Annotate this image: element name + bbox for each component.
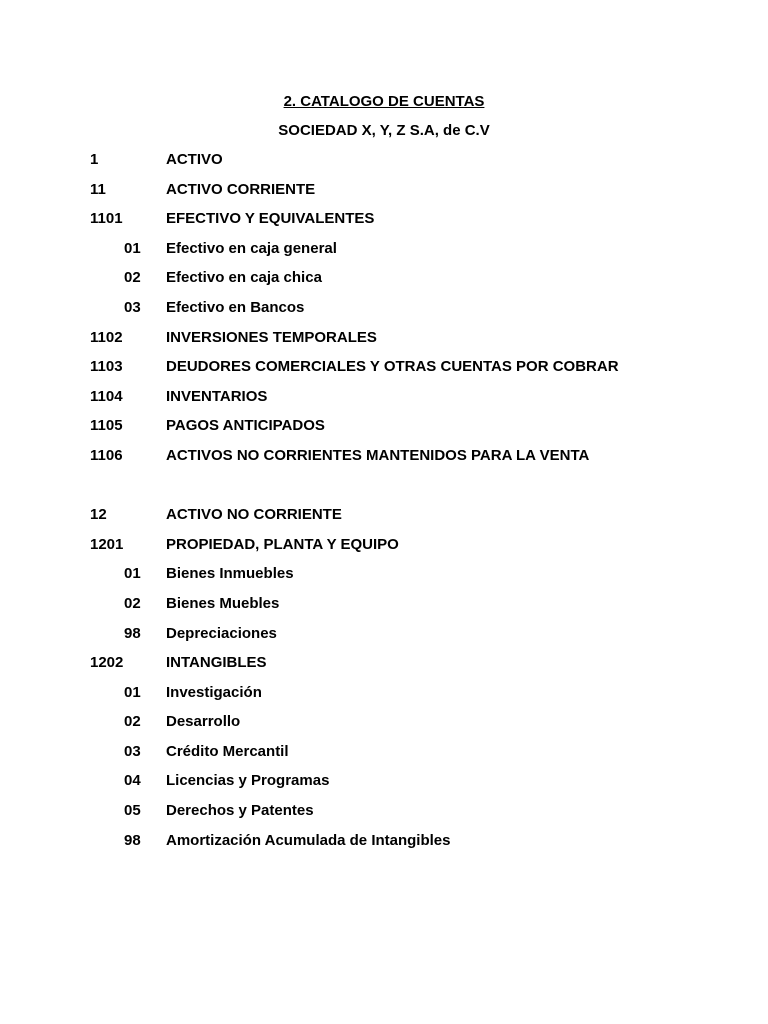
subaccount-code: 01 <box>124 565 141 583</box>
account-row <box>0 329 768 359</box>
subaccount-code: 03 <box>124 298 141 316</box>
account-code: 1101 <box>90 210 123 228</box>
account-row <box>0 447 768 477</box>
account-row <box>0 388 768 418</box>
subaccount-name: Licencias y Programas <box>166 772 330 790</box>
account-code: 1105 <box>90 417 123 435</box>
subaccount-code: 01 <box>124 239 141 257</box>
account-name: EFECTIVO Y EQUIVALENTES <box>166 210 375 228</box>
account-row <box>0 181 768 211</box>
account-list <box>0 151 768 861</box>
account-name: DEUDORES COMERCIALES Y OTRAS CUENTAS POR COBRAR <box>166 358 619 376</box>
account-name: ACTIVOS NO CORRIENTES MANTENIDOS PARA LA VENTA <box>166 446 590 464</box>
subaccount-row <box>0 832 768 862</box>
account-row <box>0 210 768 240</box>
subaccount-row <box>0 684 768 714</box>
account-name: INTANGIBLES <box>166 654 267 672</box>
subaccount-code: 02 <box>124 594 141 612</box>
account-row <box>0 536 768 566</box>
document-title: 2. CATALOGO DE CUENTAS <box>283 93 485 110</box>
document-subtitle: SOCIEDAD X, Y, Z S.A, de C.V <box>278 122 490 139</box>
account-code: 12 <box>90 506 107 524</box>
subaccount-code: 05 <box>124 802 141 820</box>
subaccount-row <box>0 565 768 595</box>
subaccount-code: 02 <box>124 713 141 731</box>
subaccount-name: Depreciaciones <box>166 624 277 642</box>
subaccount-name: Investigación <box>166 683 262 701</box>
subaccount-name: Crédito Mercantil <box>166 742 289 760</box>
subaccount-code: 98 <box>124 624 141 642</box>
account-code: 1103 <box>90 358 123 376</box>
account-code: 1102 <box>90 328 123 346</box>
account-name: ACTIVO <box>166 151 223 168</box>
subaccount-code: 04 <box>124 772 141 790</box>
account-code: 1 <box>90 151 99 168</box>
subaccount-name: Efectivo en caja chica <box>166 269 322 287</box>
account-code: 1104 <box>90 387 123 405</box>
account-code: 1106 <box>90 446 123 464</box>
account-row <box>0 654 768 684</box>
subaccount-name: Bienes Muebles <box>166 594 280 612</box>
subaccount-row <box>0 269 768 299</box>
subaccount-row <box>0 743 768 773</box>
subaccount-code: 01 <box>124 683 141 701</box>
account-name: ACTIVO NO CORRIENTE <box>166 506 342 524</box>
account-name: INVERSIONES TEMPORALES <box>166 328 377 346</box>
account-code: 11 <box>90 180 106 198</box>
account-name: PAGOS ANTICIPADOS <box>166 417 325 435</box>
account-row <box>0 417 768 447</box>
subaccount-name: Efectivo en caja general <box>166 239 337 257</box>
subaccount-name: Desarrollo <box>166 713 241 731</box>
subaccount-row <box>0 625 768 655</box>
account-row <box>0 151 768 181</box>
subaccount-code: 98 <box>124 831 141 849</box>
subaccount-row <box>0 240 768 270</box>
account-name: INVENTARIOS <box>166 387 268 405</box>
account-code: 1201 <box>90 535 124 553</box>
subaccount-row <box>0 595 768 625</box>
subaccount-code: 03 <box>124 742 141 760</box>
account-code: 1202 <box>90 654 124 672</box>
subaccount-row <box>0 772 768 802</box>
subaccount-row <box>0 802 768 832</box>
subaccount-name: Amortización Acumulada de Intangibles <box>166 831 451 849</box>
subaccount-row <box>0 713 768 743</box>
subaccount-name: Derechos y Patentes <box>166 802 314 820</box>
subaccount-row <box>0 299 768 329</box>
subaccount-name: Bienes Inmuebles <box>166 565 294 583</box>
account-name: PROPIEDAD, PLANTA Y EQUIPO <box>166 535 399 553</box>
account-row <box>0 358 768 388</box>
account-name: ACTIVO CORRIENTE <box>166 180 316 198</box>
subaccount-name: Efectivo en Bancos <box>166 298 305 316</box>
subaccount-code: 02 <box>124 269 141 287</box>
account-row <box>0 506 768 536</box>
